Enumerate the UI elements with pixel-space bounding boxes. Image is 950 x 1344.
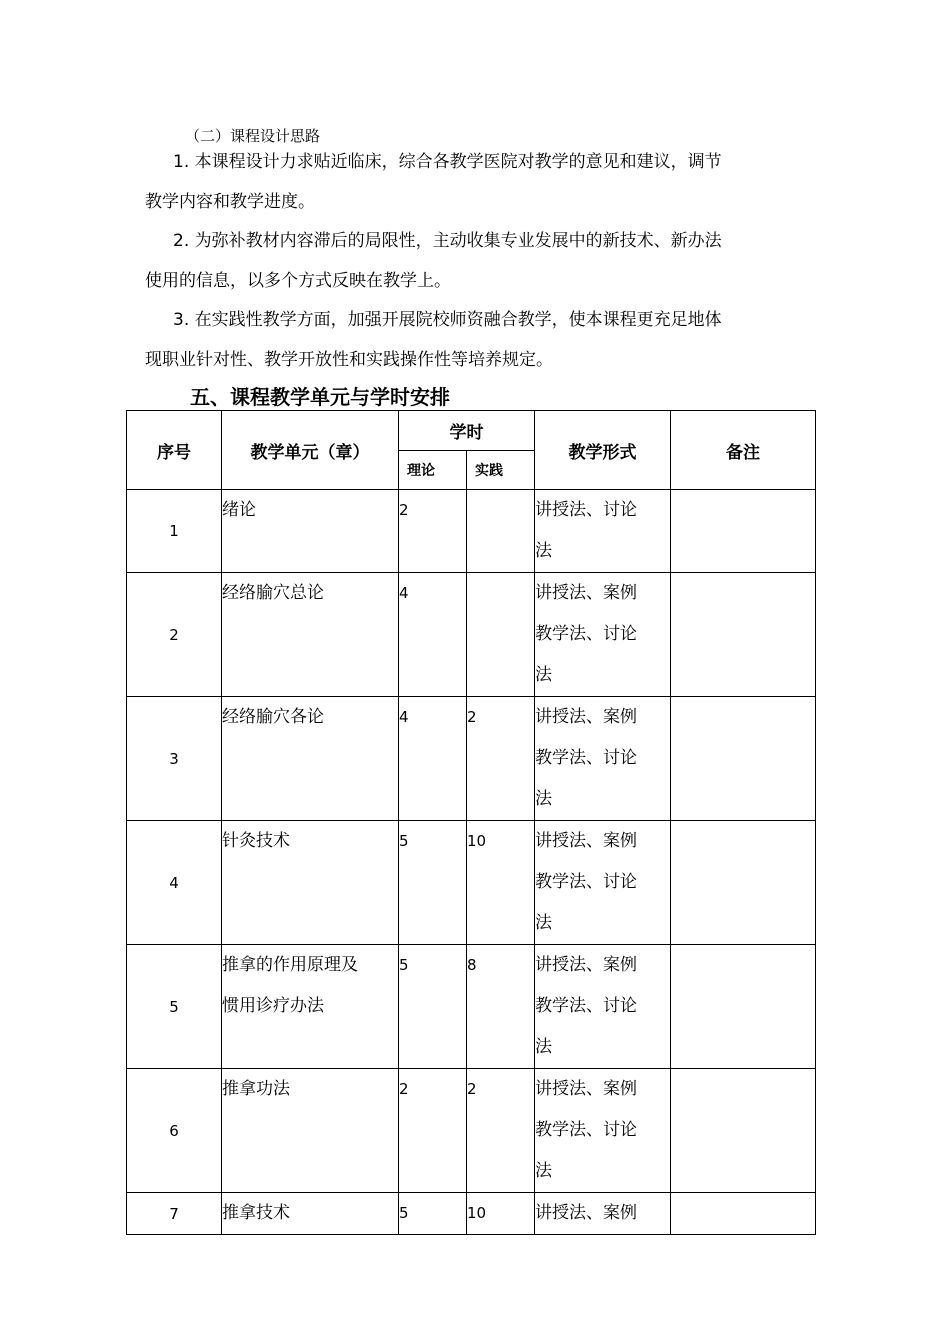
- row-theory-hours: 2: [399, 490, 467, 573]
- row-unit: [222, 821, 399, 945]
- row-teaching-form: [535, 945, 671, 1069]
- row-practice-hours: [467, 490, 535, 573]
- row-unit-line: 针灸技术: [222, 831, 290, 851]
- row-unit: [222, 697, 399, 821]
- row-practice-hours: 2: [467, 1069, 535, 1193]
- paragraph-3-line-1: 3. 在实践性教学方面，加强开展院校师资融合教学，使本课程更充足地体: [173, 310, 722, 330]
- table-row: [127, 821, 816, 945]
- header-index: 序号: [127, 411, 222, 490]
- row-form-line: 讲授法、案例: [535, 831, 637, 851]
- row-note: [671, 1069, 816, 1193]
- row-form-line: 法: [535, 913, 552, 933]
- row-teaching-form: [535, 1193, 671, 1235]
- header-hours: 学时: [399, 411, 535, 451]
- row-unit: [222, 945, 399, 1069]
- row-form-line: 讲授法、案例: [535, 1203, 637, 1223]
- row-index: 4: [127, 821, 222, 945]
- row-unit: [222, 1193, 399, 1235]
- row-form-line: 教学法、讨论: [535, 624, 637, 644]
- table-row: [127, 573, 816, 697]
- row-form-line: 教学法、讨论: [535, 1120, 637, 1140]
- row-form-line: 讲授法、讨论: [535, 500, 637, 520]
- row-unit-line: 绪论: [222, 500, 256, 520]
- subsection-heading: （二）课程设计思路: [185, 127, 321, 145]
- header-practice: 实践: [467, 451, 535, 490]
- paragraph-1-line-2: 教学内容和教学进度。: [145, 192, 315, 212]
- row-index: 1: [127, 490, 222, 573]
- row-form-line: 法: [535, 541, 552, 561]
- table-row: [127, 490, 816, 573]
- section-title: 五、课程教学单元与学时安排: [190, 385, 450, 409]
- schedule-table: [126, 410, 816, 1235]
- paragraph-1-line-1: 1. 本课程设计力求贴近临床，综合各教学医院对教学的意见和建议，调节: [173, 152, 722, 172]
- row-teaching-form: [535, 573, 671, 697]
- row-unit: [222, 490, 399, 573]
- row-unit-line: 推拿的作用原理及: [222, 955, 358, 975]
- row-teaching-form: [535, 1069, 671, 1193]
- row-practice-hours: 10: [467, 1193, 535, 1235]
- row-note: [671, 945, 816, 1069]
- paragraph-3-line-2: 现职业针对性、教学开放性和实践操作性等培养规定。: [145, 350, 553, 370]
- row-form-line: 法: [535, 1037, 552, 1057]
- paragraph-2-line-1: 2. 为弥补教材内容滞后的局限性，主动收集专业发展中的新技术、新办法: [173, 231, 722, 251]
- row-practice-hours: 2: [467, 697, 535, 821]
- paragraph-1: [145, 142, 825, 222]
- table-row: [127, 945, 816, 1069]
- row-index: 5: [127, 945, 222, 1069]
- paragraph-2-line-2: 使用的信息，以多个方式反映在教学上。: [145, 271, 451, 291]
- row-unit: [222, 573, 399, 697]
- row-practice-hours: 10: [467, 821, 535, 945]
- row-form-line: 讲授法、案例: [535, 707, 637, 727]
- row-theory-hours: 5: [399, 945, 467, 1069]
- row-unit-line: 惯用诊疗办法: [222, 996, 324, 1016]
- row-note: [671, 573, 816, 697]
- row-form-line: 法: [535, 665, 552, 685]
- table-row: [127, 1069, 816, 1193]
- row-unit-line: 经络腧穴总论: [222, 583, 324, 603]
- row-practice-hours: 8: [467, 945, 535, 1069]
- table-body: [127, 490, 816, 1235]
- row-theory-hours: 5: [399, 821, 467, 945]
- header-form: 教学形式: [535, 411, 671, 490]
- row-note: [671, 821, 816, 945]
- row-teaching-form: [535, 697, 671, 821]
- row-unit-line: 推拿功法: [222, 1079, 290, 1099]
- row-theory-hours: 4: [399, 697, 467, 821]
- row-form-line: 教学法、讨论: [535, 996, 637, 1016]
- row-note: [671, 1193, 816, 1235]
- row-theory-hours: 5: [399, 1193, 467, 1235]
- row-form-line: 讲授法、案例: [535, 1079, 637, 1099]
- row-unit-line: 经络腧穴各论: [222, 707, 324, 727]
- row-form-line: 教学法、讨论: [535, 748, 637, 768]
- row-practice-hours: [467, 573, 535, 697]
- header-unit: 教学单元（章）: [222, 411, 399, 490]
- row-note: [671, 490, 816, 573]
- row-unit: [222, 1069, 399, 1193]
- paragraph-2: [145, 221, 825, 301]
- row-index: 7: [127, 1193, 222, 1235]
- row-teaching-form: [535, 490, 671, 573]
- row-teaching-form: [535, 821, 671, 945]
- row-note: [671, 697, 816, 821]
- row-index: 6: [127, 1069, 222, 1193]
- header-note: 备注: [671, 411, 816, 490]
- row-form-line: 法: [535, 1161, 552, 1181]
- table-row: [127, 697, 816, 821]
- row-unit-line: 推拿技术: [222, 1203, 290, 1223]
- row-form-line: 法: [535, 789, 552, 809]
- row-index: 2: [127, 573, 222, 697]
- row-form-line: 讲授法、案例: [535, 583, 637, 603]
- row-theory-hours: 4: [399, 573, 467, 697]
- header-theory: 理论: [399, 451, 467, 490]
- row-index: 3: [127, 697, 222, 821]
- paragraph-3: [145, 300, 825, 380]
- row-form-line: 教学法、讨论: [535, 872, 637, 892]
- row-theory-hours: 2: [399, 1069, 467, 1193]
- row-form-line: 讲授法、案例: [535, 955, 637, 975]
- table-row: [127, 1193, 816, 1235]
